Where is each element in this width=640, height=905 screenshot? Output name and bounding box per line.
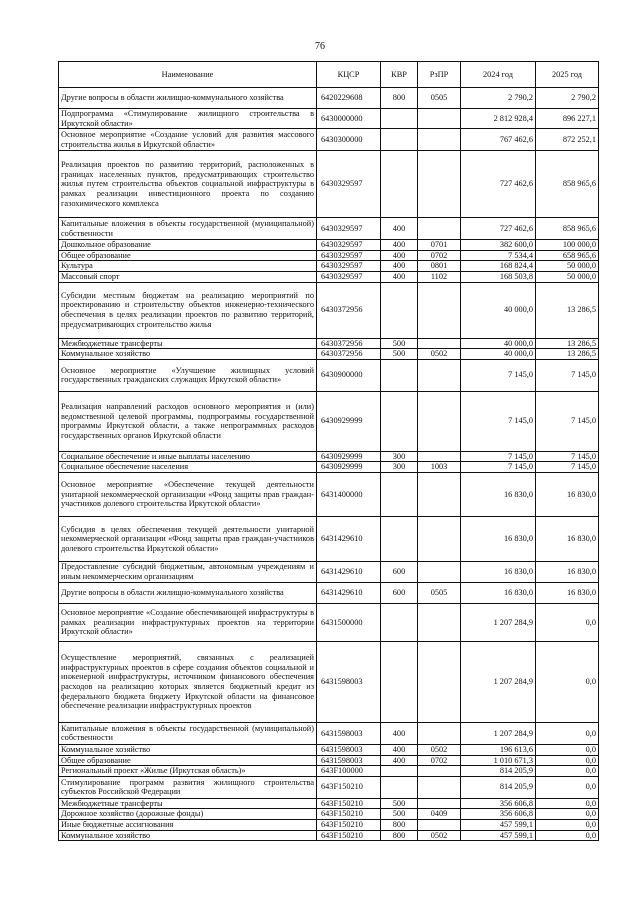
row-amount-2024: 814 205,9 bbox=[461, 766, 536, 777]
header-name: Наименование bbox=[59, 62, 317, 88]
row-name: Осуществление мероприятий, связанных с реализацией инфраструктурных проектов в сфере создания объектов социальной и инженерной инфраструктуры, источником финансового обеспечения расходов на реализацию которых является бюджетный кредит из федерального бюджета бюджету Иркутской области на финансовое обеспечение реализации инфраструктурных проектов bbox=[59, 641, 317, 722]
row-kvr bbox=[381, 151, 418, 218]
row-amount-2024: 16 830,0 bbox=[461, 561, 536, 582]
row-kcsr: 6430372956 bbox=[317, 349, 381, 360]
row-amount-2025: 2 790,2 bbox=[536, 88, 599, 109]
row-amount-2025: 896 227,1 bbox=[536, 109, 599, 129]
row-kcsr: 643F150210 bbox=[317, 830, 381, 841]
table-row bbox=[59, 349, 599, 360]
row-kvr: 400 bbox=[381, 722, 418, 744]
table-row bbox=[59, 129, 599, 151]
row-kvr: 300 bbox=[381, 451, 418, 462]
row-rzpr: 0702 bbox=[418, 755, 461, 766]
row-amount-2025: 0,0 bbox=[536, 776, 599, 798]
row-kcsr: 6431500000 bbox=[317, 603, 381, 641]
header-rzpr: РзПР bbox=[418, 62, 461, 88]
row-amount-2025: 858 965,6 bbox=[536, 218, 599, 240]
row-name: Межбюджетные трансферты bbox=[59, 798, 317, 809]
row-rzpr bbox=[418, 819, 461, 830]
row-amount-2024: 40 000,0 bbox=[461, 338, 536, 349]
row-name: Основное мероприятие «Создание обеспечивающей инфраструктуры в рамках реализации инфраструктурных проектов на территории Иркутской области» bbox=[59, 603, 317, 641]
row-amount-2024: 1 207 284,9 bbox=[461, 603, 536, 641]
row-kcsr: 643F150210 bbox=[317, 798, 381, 809]
table-row bbox=[59, 282, 599, 338]
row-rzpr: 1102 bbox=[418, 271, 461, 282]
row-name: Социальное обеспечение населения bbox=[59, 462, 317, 473]
row-kcsr: 6431598003 bbox=[317, 722, 381, 744]
row-kvr bbox=[381, 472, 418, 516]
table-row bbox=[59, 472, 599, 516]
table-row bbox=[59, 561, 599, 582]
row-kvr: 800 bbox=[381, 88, 418, 109]
row-kvr bbox=[381, 603, 418, 641]
row-name: Капитальные вложения в объекты государственной (муниципальной) собственности bbox=[59, 218, 317, 240]
row-amount-2025: 7 145,0 bbox=[536, 451, 599, 462]
row-rzpr bbox=[418, 603, 461, 641]
table-row bbox=[59, 516, 599, 561]
table-row bbox=[59, 722, 599, 744]
row-kvr bbox=[381, 391, 418, 451]
row-rzpr bbox=[418, 561, 461, 582]
row-amount-2025: 0,0 bbox=[536, 744, 599, 755]
row-amount-2024: 16 830,0 bbox=[461, 472, 536, 516]
row-kvr bbox=[381, 282, 418, 338]
row-amount-2025: 0,0 bbox=[536, 755, 599, 766]
table-row bbox=[59, 603, 599, 641]
row-kvr: 500 bbox=[381, 338, 418, 349]
row-rzpr bbox=[418, 722, 461, 744]
row-kcsr: 6431598003 bbox=[317, 641, 381, 722]
row-rzpr bbox=[418, 798, 461, 809]
row-amount-2024: 1 207 284,9 bbox=[461, 641, 536, 722]
row-rzpr bbox=[418, 776, 461, 798]
row-name: Стимулирование программ развития жилищного строительства субъектов Российской Федерации bbox=[59, 776, 317, 798]
row-rzpr bbox=[418, 151, 461, 218]
row-amount-2024: 196 613,6 bbox=[461, 744, 536, 755]
row-rzpr: 0409 bbox=[418, 809, 461, 820]
row-amount-2024: 7 145,0 bbox=[461, 391, 536, 451]
row-kcsr: 6430000000 bbox=[317, 109, 381, 129]
row-rzpr bbox=[418, 472, 461, 516]
table-row bbox=[59, 240, 599, 251]
row-kcsr: 6431598003 bbox=[317, 755, 381, 766]
row-amount-2024: 382 600,0 bbox=[461, 240, 536, 251]
row-amount-2025: 0,0 bbox=[536, 766, 599, 777]
row-amount-2024: 1 207 284,9 bbox=[461, 722, 536, 744]
row-kcsr: 6430929999 bbox=[317, 451, 381, 462]
row-rzpr bbox=[418, 282, 461, 338]
row-amount-2024: 7 145,0 bbox=[461, 462, 536, 473]
row-kvr bbox=[381, 109, 418, 129]
table-row bbox=[59, 338, 599, 349]
header-2024: 2024 год bbox=[461, 62, 536, 88]
row-name: Общее образование bbox=[59, 250, 317, 261]
header-row bbox=[59, 62, 599, 88]
row-rzpr bbox=[418, 451, 461, 462]
header-kvr: КВР bbox=[381, 62, 418, 88]
row-kvr: 600 bbox=[381, 561, 418, 582]
row-kvr bbox=[381, 766, 418, 777]
row-kvr: 500 bbox=[381, 349, 418, 360]
row-kvr: 400 bbox=[381, 250, 418, 261]
row-kvr: 400 bbox=[381, 755, 418, 766]
row-name: Субсидии местным бюджетам на реализацию мероприятий по проектированию и строительству объектов инженерно-технического обеспечения в целях реализации проектов по развитию территорий, предусматривающих строительство жилья bbox=[59, 282, 317, 338]
row-amount-2024: 2 790,2 bbox=[461, 88, 536, 109]
row-amount-2024: 40 000,0 bbox=[461, 349, 536, 360]
row-rzpr: 0502 bbox=[418, 744, 461, 755]
row-amount-2024: 457 599,1 bbox=[461, 819, 536, 830]
table-row bbox=[59, 151, 599, 218]
row-rzpr bbox=[418, 391, 461, 451]
row-rzpr: 0702 bbox=[418, 250, 461, 261]
table-row bbox=[59, 766, 599, 777]
row-name: Основное мероприятие «Улучшение жилищных условий государственных гражданских служащих Иркутской области» bbox=[59, 359, 317, 391]
row-amount-2024: 7 145,0 bbox=[461, 451, 536, 462]
row-name: Межбюджетные трансферты bbox=[59, 338, 317, 349]
row-amount-2025: 7 145,0 bbox=[536, 391, 599, 451]
row-name: Общее образование bbox=[59, 755, 317, 766]
row-amount-2024: 40 000,0 bbox=[461, 282, 536, 338]
table-row bbox=[59, 88, 599, 109]
table-row bbox=[59, 776, 599, 798]
row-name: Предоставление субсидий бюджетным, автономным учреждениям и иным некоммерческим организациям bbox=[59, 561, 317, 582]
row-kcsr: 6430329597 bbox=[317, 261, 381, 272]
row-name: Иные бюджетные ассигнования bbox=[59, 819, 317, 830]
row-name: Коммунальное хозяйство bbox=[59, 744, 317, 755]
row-kcsr: 643F150210 bbox=[317, 776, 381, 798]
row-name: Культура bbox=[59, 261, 317, 272]
table-row bbox=[59, 462, 599, 473]
row-amount-2025: 16 830,0 bbox=[536, 472, 599, 516]
row-rzpr: 0801 bbox=[418, 261, 461, 272]
table-row bbox=[59, 755, 599, 766]
row-amount-2025: 100 000,0 bbox=[536, 240, 599, 251]
row-kcsr: 6430329597 bbox=[317, 271, 381, 282]
table-row bbox=[59, 109, 599, 129]
row-kcsr: 643F150210 bbox=[317, 809, 381, 820]
row-name: Коммунальное хозяйство bbox=[59, 830, 317, 841]
row-amount-2025: 658 965,6 bbox=[536, 250, 599, 261]
row-kcsr: 6430372956 bbox=[317, 338, 381, 349]
row-amount-2024: 814 205,9 bbox=[461, 776, 536, 798]
row-amount-2024: 356 606,8 bbox=[461, 809, 536, 820]
row-rzpr: 1003 bbox=[418, 462, 461, 473]
row-rzpr bbox=[418, 516, 461, 561]
header-kcsr: КЦСР bbox=[317, 62, 381, 88]
row-amount-2025: 0,0 bbox=[536, 722, 599, 744]
row-name: Дорожное хозяйство (дорожные фонды) bbox=[59, 809, 317, 820]
row-kcsr: 6430329597 bbox=[317, 151, 381, 218]
table-row bbox=[59, 819, 599, 830]
row-name: Социальное обеспечение и иные выплаты населению bbox=[59, 451, 317, 462]
row-amount-2025: 0,0 bbox=[536, 830, 599, 841]
row-amount-2025: 7 145,0 bbox=[536, 359, 599, 391]
row-name: Региональный проект «Жилье (Иркутская область)» bbox=[59, 766, 317, 777]
row-amount-2024: 168 824,4 bbox=[461, 261, 536, 272]
row-amount-2025: 50 000,0 bbox=[536, 261, 599, 272]
table-row bbox=[59, 391, 599, 451]
row-kvr: 400 bbox=[381, 261, 418, 272]
row-kvr: 800 bbox=[381, 830, 418, 841]
row-amount-2025: 872 252,1 bbox=[536, 129, 599, 151]
header-2025: 2025 год bbox=[536, 62, 599, 88]
row-amount-2024: 168 503,8 bbox=[461, 271, 536, 282]
row-rzpr: 0502 bbox=[418, 349, 461, 360]
row-name: Реализация проектов по развитию территорий, расположенных в границах населенных пунктов, предусматривающих строительство жилья путем строительства объектов социальной инфраструктуры в рамках реализации инвестиционного проекта по созданию газохимического комплекса bbox=[59, 151, 317, 218]
row-kcsr: 6430329597 bbox=[317, 240, 381, 251]
table-row bbox=[59, 744, 599, 755]
row-rzpr: 0505 bbox=[418, 88, 461, 109]
row-amount-2024: 767 462,6 bbox=[461, 129, 536, 151]
row-name: Другие вопросы в области жилищно-коммунального хозяйства bbox=[59, 88, 317, 109]
row-kvr: 800 bbox=[381, 819, 418, 830]
row-amount-2024: 16 830,0 bbox=[461, 516, 536, 561]
row-amount-2024: 2 812 928,4 bbox=[461, 109, 536, 129]
row-kcsr: 6431429610 bbox=[317, 582, 381, 603]
row-kcsr: 6430929999 bbox=[317, 462, 381, 473]
row-name: Основное мероприятие «Создание условий для развития массового строительства жилья в Иркутской области» bbox=[59, 129, 317, 151]
row-amount-2024: 1 010 671,3 bbox=[461, 755, 536, 766]
row-rzpr bbox=[418, 218, 461, 240]
row-kvr: 400 bbox=[381, 240, 418, 251]
row-rzpr: 0505 bbox=[418, 582, 461, 603]
table-row bbox=[59, 809, 599, 820]
table-row bbox=[59, 830, 599, 841]
table-row bbox=[59, 250, 599, 261]
row-kvr bbox=[381, 641, 418, 722]
budget-table bbox=[58, 61, 599, 841]
row-amount-2024: 7 145,0 bbox=[461, 359, 536, 391]
row-kcsr: 643F100000 bbox=[317, 766, 381, 777]
row-kvr bbox=[381, 129, 418, 151]
row-amount-2025: 0,0 bbox=[536, 641, 599, 722]
row-name: Дошкольное образование bbox=[59, 240, 317, 251]
table-row bbox=[59, 451, 599, 462]
page-number: 76 bbox=[315, 41, 325, 52]
row-amount-2025: 7 145,0 bbox=[536, 462, 599, 473]
row-kvr: 500 bbox=[381, 798, 418, 809]
row-kcsr: 643F150210 bbox=[317, 819, 381, 830]
row-rzpr bbox=[418, 641, 461, 722]
row-kvr: 600 bbox=[381, 582, 418, 603]
row-amount-2024: 7 534,4 bbox=[461, 250, 536, 261]
table-row bbox=[59, 359, 599, 391]
row-kcsr: 6430372956 bbox=[317, 282, 381, 338]
row-rzpr: 0502 bbox=[418, 830, 461, 841]
row-rzpr bbox=[418, 338, 461, 349]
row-kcsr: 6430900000 bbox=[317, 359, 381, 391]
row-name: Подпрограмма «Стимулирование жилищного строительства в Иркутской области» bbox=[59, 109, 317, 129]
row-amount-2025: 50 000,0 bbox=[536, 271, 599, 282]
row-kvr: 300 bbox=[381, 462, 418, 473]
table-row bbox=[59, 641, 599, 722]
row-kvr: 400 bbox=[381, 271, 418, 282]
row-rzpr: 0701 bbox=[418, 240, 461, 251]
row-amount-2025: 858 965,6 bbox=[536, 151, 599, 218]
row-amount-2025: 16 830,0 bbox=[536, 561, 599, 582]
table-row bbox=[59, 798, 599, 809]
row-amount-2024: 356 606,8 bbox=[461, 798, 536, 809]
row-amount-2025: 0,0 bbox=[536, 603, 599, 641]
row-kcsr: 6420229608 bbox=[317, 88, 381, 109]
row-kvr: 500 bbox=[381, 809, 418, 820]
row-amount-2025: 0,0 bbox=[536, 798, 599, 809]
table-body bbox=[59, 88, 599, 841]
row-amount-2025: 13 286,5 bbox=[536, 349, 599, 360]
row-amount-2025: 0,0 bbox=[536, 809, 599, 820]
row-name: Массовый спорт bbox=[59, 271, 317, 282]
row-kcsr: 6430329597 bbox=[317, 218, 381, 240]
row-rzpr bbox=[418, 109, 461, 129]
row-amount-2024: 727 462,6 bbox=[461, 151, 536, 218]
row-kvr bbox=[381, 359, 418, 391]
row-amount-2025: 13 286,5 bbox=[536, 282, 599, 338]
table-row bbox=[59, 582, 599, 603]
row-kcsr: 6430329597 bbox=[317, 250, 381, 261]
row-name: Другие вопросы в области жилищно-коммунального хозяйства bbox=[59, 582, 317, 603]
row-name: Коммунальное хозяйство bbox=[59, 349, 317, 360]
row-rzpr bbox=[418, 766, 461, 777]
row-kvr: 400 bbox=[381, 218, 418, 240]
table-row bbox=[59, 218, 599, 240]
row-kcsr: 6430300000 bbox=[317, 129, 381, 151]
row-name: Реализация направлений расходов основного мероприятия и (или) ведомственной целевой программы, подпрограммы государственной программы Иркутской области, а также непрограммных расходов государственных органов Иркутской области bbox=[59, 391, 317, 451]
row-amount-2025: 0,0 bbox=[536, 819, 599, 830]
row-kvr: 400 bbox=[381, 744, 418, 755]
row-kcsr: 6431598003 bbox=[317, 744, 381, 755]
row-amount-2025: 13 286,5 bbox=[536, 338, 599, 349]
row-kcsr: 6431429610 bbox=[317, 516, 381, 561]
table-row bbox=[59, 261, 599, 272]
row-name: Капитальные вложения в объекты государственной (муниципальной) собственности bbox=[59, 722, 317, 744]
table-row bbox=[59, 271, 599, 282]
row-amount-2025: 16 830,0 bbox=[536, 582, 599, 603]
row-kvr bbox=[381, 776, 418, 798]
row-amount-2024: 727 462,6 bbox=[461, 218, 536, 240]
row-amount-2024: 16 830,0 bbox=[461, 582, 536, 603]
row-rzpr bbox=[418, 129, 461, 151]
row-amount-2025: 16 830,0 bbox=[536, 516, 599, 561]
row-amount-2024: 457 599,1 bbox=[461, 830, 536, 841]
row-kvr bbox=[381, 516, 418, 561]
row-kcsr: 6431400000 bbox=[317, 472, 381, 516]
row-rzpr bbox=[418, 359, 461, 391]
row-kcsr: 6430929999 bbox=[317, 391, 381, 451]
row-kcsr: 6431429610 bbox=[317, 561, 381, 582]
row-name: Субсидия в целях обеспечения текущей деятельности унитарной некоммерческой организации «Фонд защиты прав граждан-участников долевого строительства Иркутской области» bbox=[59, 516, 317, 561]
row-name: Основное мероприятие «Обеспечение текущей деятельности унитарной некоммерческой организации «Фонд защиты прав граждан-участников долевого строительства Иркутской области» bbox=[59, 472, 317, 516]
